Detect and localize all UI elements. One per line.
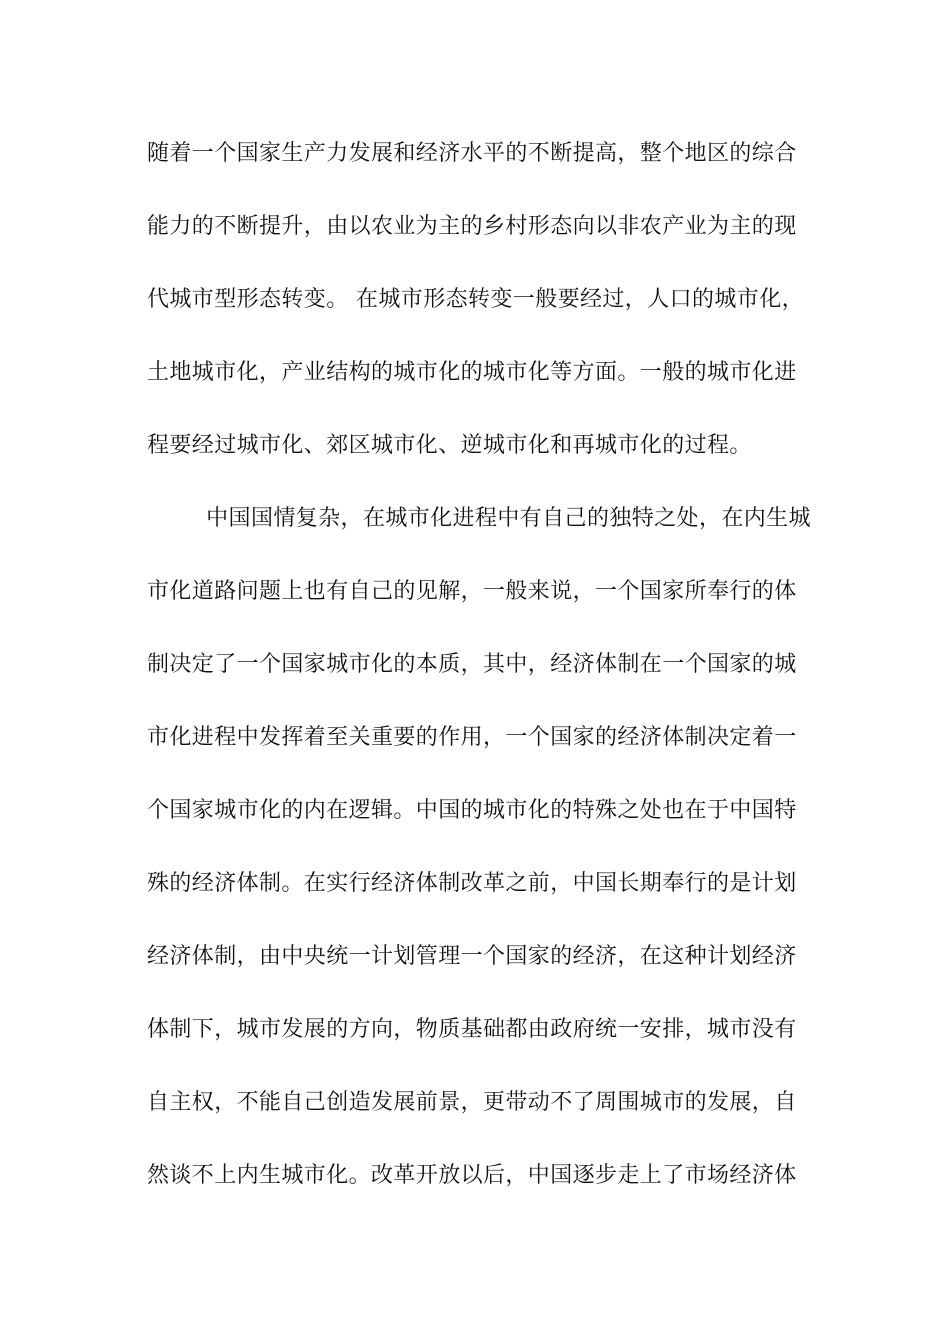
text-line: 个国家城市化的内在逻辑。中国的城市化的特殊之处也在于中国特 xyxy=(147,798,797,823)
text-line: 代城市型形态转变。 在城市形态转变一般要经过，人口的城市化， xyxy=(147,287,804,312)
text-line: 殊的经济体制。在实行经济体制改革之前，中国长期奉行的是计划 xyxy=(147,871,797,896)
text-line: 土地城市化，产业结构的城市化的城市化等方面。一般的城市化进 xyxy=(147,360,797,385)
text-line: 市化进程中发挥着至关重要的作用，一个国家的经济体制决定着一 xyxy=(147,725,797,750)
text-line: 自主权，不能自己创造发展前景，更带动不了周围城市的发展，自 xyxy=(147,1090,797,1115)
text-line: 然谈不上内生城市化。改革开放以后，中国逐步走上了市场经济体 xyxy=(147,1163,797,1188)
text-line: 体制下，城市发展的方向，物质基础都由政府统一安排，城市没有 xyxy=(147,1017,797,1042)
text-line: 随着一个国家生产力发展和经济水平的不断提高，整个地区的综合 xyxy=(147,141,797,166)
text-line: 能力的不断提升，由以农业为主的乡村形态向以非农产业为主的现 xyxy=(147,214,797,239)
text-line: 市化道路问题上也有自己的见解，一般来说，一个国家所奉行的体 xyxy=(147,579,797,604)
text-line: 中国国情复杂，在城市化进程中有自己的独特之处，在内生城 xyxy=(147,506,811,531)
text-line: 制决定了一个国家城市化的本质，其中，经济体制在一个国家的城 xyxy=(147,652,797,677)
text-line: 经济体制，由中央统一计划管理一个国家的经济，在这种计划经济 xyxy=(147,944,797,969)
body-text xyxy=(147,133,811,1228)
text-line: 程要经过城市化、郊区城市化、逆城市化和再城市化的过程。 xyxy=(147,433,752,458)
